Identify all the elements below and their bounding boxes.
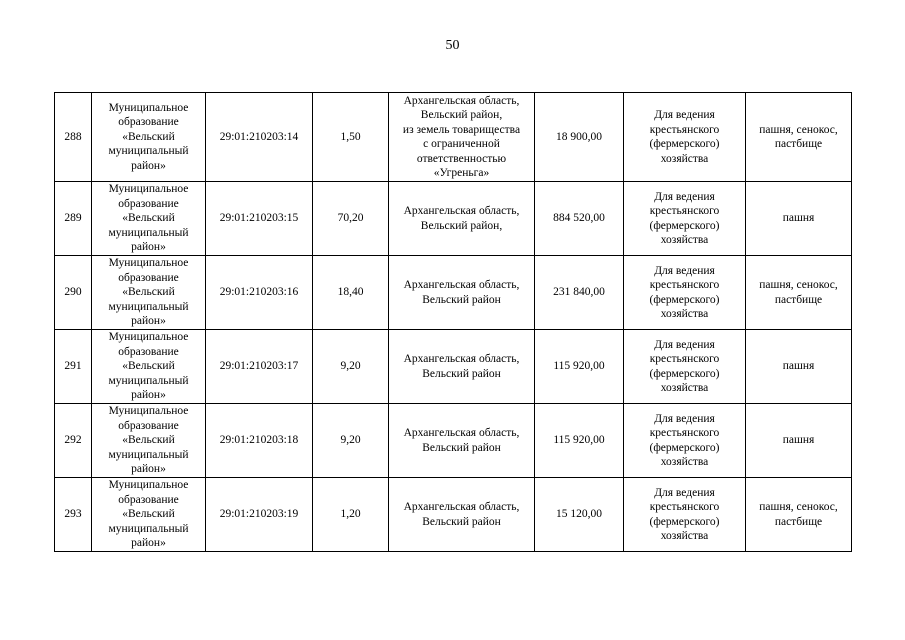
owner-cell: Муниципальное образование «Вельский муниципальный район»: [92, 256, 206, 330]
cadastral-number-cell: 29:01:210203:18: [206, 404, 313, 478]
location-cell: Архангельская область, Вельский район, из земель товарищества с ограниченной ответственностью «Угреньга»: [389, 93, 535, 182]
cadastral-number-cell: 29:01:210203:17: [206, 330, 313, 404]
row-number-cell: 289: [55, 182, 92, 256]
area-cell: 1,50: [313, 93, 389, 182]
table-row: [55, 256, 852, 330]
purpose-cell: Для ведения крестьянского (фермерского) хозяйства: [624, 182, 746, 256]
row-number-cell: 291: [55, 330, 92, 404]
area-cell: 70,20: [313, 182, 389, 256]
purpose-cell: Для ведения крестьянского (фермерского) хозяйства: [624, 256, 746, 330]
cadastral-number-cell: 29:01:210203:14: [206, 93, 313, 182]
row-number-cell: 288: [55, 93, 92, 182]
purpose-cell: Для ведения крестьянского (фермерского) хозяйства: [624, 93, 746, 182]
usage-cell: пашня, сенокос, пастбище: [746, 93, 852, 182]
cost-cell: 18 900,00: [535, 93, 624, 182]
page-number: 50: [445, 38, 460, 53]
location-cell: Архангельская область, Вельский район: [389, 404, 535, 478]
purpose-cell: Для ведения крестьянского (фермерского) хозяйства: [624, 330, 746, 404]
location-cell: Архангельская область, Вельский район: [389, 330, 535, 404]
row-number-cell: 293: [55, 478, 92, 552]
cadastral-number-cell: 29:01:210203:15: [206, 182, 313, 256]
table-row: [55, 93, 852, 182]
cost-cell: 15 120,00: [535, 478, 624, 552]
cost-cell: 884 520,00: [535, 182, 624, 256]
cost-cell: 231 840,00: [535, 256, 624, 330]
area-cell: 18,40: [313, 256, 389, 330]
owner-cell: Муниципальное образование «Вельский муниципальный район»: [92, 404, 206, 478]
usage-cell: пашня: [746, 404, 852, 478]
owner-cell: Муниципальное образование «Вельский муниципальный район»: [92, 182, 206, 256]
owner-cell: Муниципальное образование «Вельский муниципальный район»: [92, 330, 206, 404]
row-number-cell: 290: [55, 256, 92, 330]
row-number-cell: 292: [55, 404, 92, 478]
usage-cell: пашня: [746, 182, 852, 256]
owner-cell: Муниципальное образование «Вельский муниципальный район»: [92, 93, 206, 182]
usage-cell: пашня: [746, 330, 852, 404]
usage-cell: пашня, сенокос, пастбище: [746, 256, 852, 330]
purpose-cell: Для ведения крестьянского (фермерского) хозяйства: [624, 404, 746, 478]
location-cell: Архангельская область, Вельский район,: [389, 182, 535, 256]
cost-cell: 115 920,00: [535, 404, 624, 478]
table-row: [55, 404, 852, 478]
owner-cell: Муниципальное образование «Вельский муниципальный район»: [92, 478, 206, 552]
table-row: [55, 478, 852, 552]
cadastral-number-cell: 29:01:210203:16: [206, 256, 313, 330]
purpose-cell: Для ведения крестьянского (фермерского) хозяйства: [624, 478, 746, 552]
table-row: [55, 182, 852, 256]
table-row: [55, 330, 852, 404]
location-cell: Архангельская область, Вельский район: [389, 256, 535, 330]
location-cell: Архангельская область, Вельский район: [389, 478, 535, 552]
cadastral-number-cell: 29:01:210203:19: [206, 478, 313, 552]
cost-cell: 115 920,00: [535, 330, 624, 404]
land-plots-table: [54, 92, 852, 552]
usage-cell: пашня, сенокос, пастбище: [746, 478, 852, 552]
area-cell: 1,20: [313, 478, 389, 552]
area-cell: 9,20: [313, 330, 389, 404]
area-cell: 9,20: [313, 404, 389, 478]
